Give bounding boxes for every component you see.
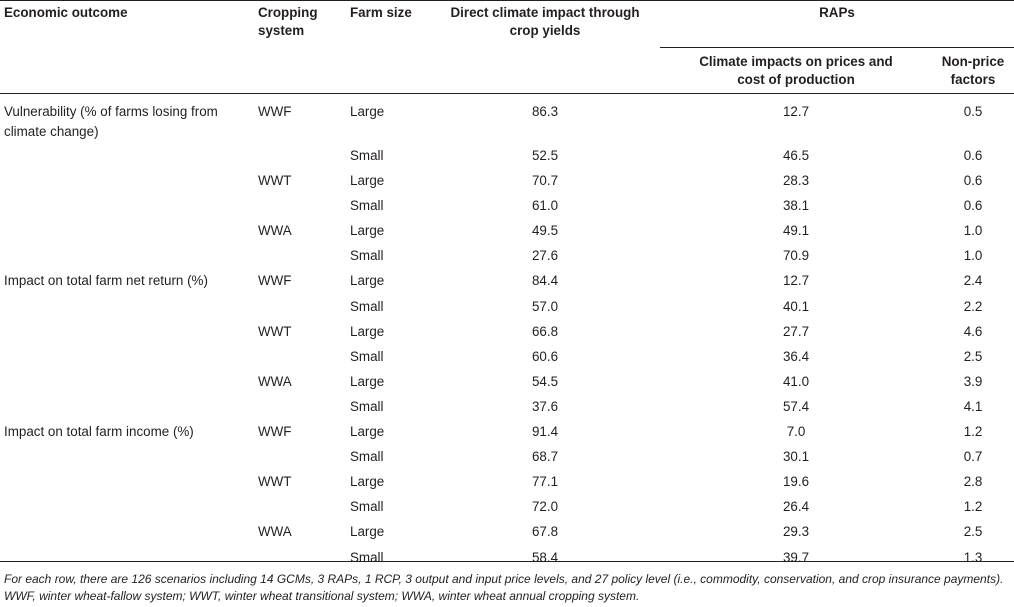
farm-size-cell: Small — [350, 549, 384, 565]
outcome-cell — [0, 219, 258, 244]
climate-prices-cell: 12.7 — [782, 273, 810, 289]
farm-size-cell: Large — [350, 474, 385, 490]
table-row — [0, 269, 1014, 294]
direct-impact-cell: 61.0 — [531, 198, 559, 214]
cropping-system-cell — [258, 194, 350, 219]
farm-size-cell: Small — [350, 348, 384, 364]
cropping-system-cell — [258, 495, 350, 520]
cropping-system-cell — [258, 144, 350, 169]
climate-prices-cell: 36.4 — [782, 348, 810, 364]
farm-size-cell: Large — [350, 223, 385, 239]
non-price-cell: 0.5 — [963, 104, 983, 119]
non-price-cell: 1.2 — [963, 499, 983, 515]
cropping-system-cell: WWT — [258, 173, 292, 189]
outcome-cell — [0, 495, 258, 520]
non-price-cell: 1.2 — [963, 424, 983, 440]
farm-size-cell: Small — [350, 248, 384, 264]
direct-impact-cell: 27.6 — [531, 248, 559, 264]
direct-impact-cell: 70.7 — [531, 173, 559, 189]
farm-size-cell: Large — [350, 524, 385, 540]
climate-prices-cell: 28.3 — [782, 173, 810, 189]
table-body — [0, 94, 1014, 571]
cropping-system-cell — [258, 445, 350, 470]
direct-impact-cell: 67.8 — [531, 524, 559, 540]
cropping-system-cell — [258, 395, 350, 420]
farm-size-cell: Large — [350, 104, 385, 119]
cropping-system-cell — [258, 345, 350, 370]
direct-impact-cell: 84.4 — [531, 273, 559, 289]
farm-size-cell: Small — [350, 499, 384, 515]
non-price-cell: 3.9 — [963, 373, 983, 389]
non-price-cell: 0.6 — [963, 198, 983, 214]
outcome-cell: Impact on total farm net return (%) — [4, 273, 208, 289]
direct-impact-cell: 58.4 — [531, 549, 559, 565]
non-price-cell: 2.4 — [963, 273, 983, 289]
cropping-system-cell: WWF — [258, 273, 292, 289]
non-price-cell: 2.2 — [963, 298, 983, 314]
table-row — [0, 546, 1014, 571]
direct-impact-cell: 86.3 — [531, 104, 559, 119]
table-row — [0, 495, 1014, 520]
non-price-cell: 4.1 — [963, 398, 983, 414]
non-price-cell: 1.3 — [963, 549, 983, 565]
non-price-cell: 1.0 — [963, 248, 983, 264]
outcome-cell — [0, 370, 258, 395]
farm-size-cell: Large — [350, 424, 385, 440]
climate-prices-cell: 7.0 — [786, 424, 806, 440]
cropping-system-cell — [258, 295, 350, 320]
climate-prices-cell: 29.3 — [782, 524, 810, 540]
climate-prices-cell: 46.5 — [782, 148, 810, 163]
direct-impact-cell: 72.0 — [531, 499, 559, 515]
header-climate-prices: Climate impacts on prices and cost of production — [660, 48, 932, 94]
climate-prices-cell: 19.6 — [782, 474, 810, 490]
direct-impact-cell: 60.6 — [531, 348, 559, 364]
outcome-cell — [0, 320, 258, 345]
header-raps: RAPs — [660, 0, 1014, 48]
farm-size-cell: Small — [350, 198, 384, 214]
farm-size-cell: Small — [350, 148, 384, 163]
climate-prices-cell: 41.0 — [782, 373, 810, 389]
cropping-system-cell: WWA — [258, 524, 292, 540]
non-price-cell: 0.6 — [963, 148, 983, 163]
cropping-system-cell: WWA — [258, 373, 292, 389]
non-price-cell: 2.8 — [963, 474, 983, 490]
header-cropping-system: Cropping system — [258, 0, 350, 94]
climate-prices-cell: 12.7 — [782, 104, 810, 119]
table-row — [0, 395, 1014, 420]
farm-size-cell: Large — [350, 323, 385, 339]
non-price-cell: 0.7 — [963, 449, 983, 465]
climate-prices-cell: 49.1 — [782, 223, 810, 239]
table-row — [0, 244, 1014, 269]
farm-size-cell: Small — [350, 449, 384, 465]
table-row — [0, 94, 1014, 145]
table-row — [0, 470, 1014, 495]
farm-size-cell: Large — [350, 173, 385, 189]
direct-impact-cell: 77.1 — [531, 474, 559, 490]
climate-prices-cell: 27.7 — [782, 323, 810, 339]
outcome-cell — [0, 445, 258, 470]
table-row — [0, 345, 1014, 370]
direct-impact-cell: 91.4 — [531, 424, 559, 440]
header-direct-impact: Direct climate impact through crop yields — [430, 0, 660, 94]
outcome-cell: Vulnerability (% of farms losing from climate change) — [4, 104, 218, 139]
non-price-cell: 4.6 — [963, 323, 983, 339]
climate-prices-cell: 30.1 — [782, 449, 810, 465]
table-row — [0, 295, 1014, 320]
outcome-cell — [0, 144, 258, 169]
outcome-cell — [0, 345, 258, 370]
direct-impact-cell: 52.5 — [531, 148, 559, 163]
climate-prices-cell: 39.7 — [782, 549, 810, 565]
cropping-system-cell: WWT — [258, 474, 292, 490]
table-bottom-rule — [0, 561, 1014, 562]
cropping-system-cell: WWA — [258, 223, 292, 239]
header-non-price: Non-price factors — [932, 48, 1014, 94]
non-price-cell: 2.5 — [963, 524, 983, 540]
cropping-system-cell: WWT — [258, 323, 292, 339]
outcome-cell — [0, 194, 258, 219]
table-row — [0, 445, 1014, 470]
cropping-system-cell: WWF — [258, 104, 292, 119]
farm-size-cell: Large — [350, 373, 385, 389]
outcome-cell: Impact on total farm income (%) — [4, 424, 194, 440]
outcome-cell — [0, 470, 258, 495]
outcome-cell — [0, 169, 258, 194]
table-row — [0, 194, 1014, 219]
outcome-cell — [0, 295, 258, 320]
farm-size-cell: Small — [350, 298, 384, 314]
cropping-system-cell — [258, 244, 350, 269]
climate-prices-cell: 38.1 — [782, 198, 810, 214]
farm-size-cell: Large — [350, 273, 385, 289]
table-row — [0, 169, 1014, 194]
climate-prices-cell: 57.4 — [782, 398, 810, 414]
direct-impact-cell: 54.5 — [531, 373, 559, 389]
outcome-cell — [0, 395, 258, 420]
cropping-system-cell: WWF — [258, 424, 292, 440]
direct-impact-cell: 57.0 — [531, 298, 559, 314]
direct-impact-cell: 66.8 — [531, 323, 559, 339]
table-row — [0, 370, 1014, 395]
direct-impact-cell: 68.7 — [531, 449, 559, 465]
farm-size-cell: Small — [350, 398, 384, 414]
table-footnote: For each row, there are 126 scenarios including 14 GCMs, 3 RAPs, 1 RCP, 3 output and input price levels, and 27 policy level (i.e., commodity, conservation, and crop insurance payments). WWF, winter wheat-fallow system; WWT, winter wheat transitional system; WWA, winter wheat annual cropping system. — [4, 572, 1004, 603]
direct-impact-cell: 37.6 — [531, 398, 559, 414]
table-row — [0, 520, 1014, 545]
table-row — [0, 144, 1014, 169]
climate-prices-cell: 70.9 — [782, 248, 810, 264]
climate-prices-cell: 26.4 — [782, 499, 810, 515]
header-farm-size: Farm size — [350, 0, 430, 94]
outcome-cell — [0, 244, 258, 269]
climate-prices-cell: 40.1 — [782, 298, 810, 314]
outcome-cell — [0, 546, 258, 571]
direct-impact-cell: 49.5 — [531, 223, 559, 239]
table-row — [0, 320, 1014, 345]
table-row — [0, 219, 1014, 244]
non-price-cell: 1.0 — [963, 223, 983, 239]
header-economic-outcome: Economic outcome — [0, 0, 258, 94]
non-price-cell: 0.6 — [963, 173, 983, 189]
cropping-system-cell — [258, 546, 350, 571]
non-price-cell: 2.5 — [963, 348, 983, 364]
outcome-cell — [0, 520, 258, 545]
table-row — [0, 420, 1014, 445]
